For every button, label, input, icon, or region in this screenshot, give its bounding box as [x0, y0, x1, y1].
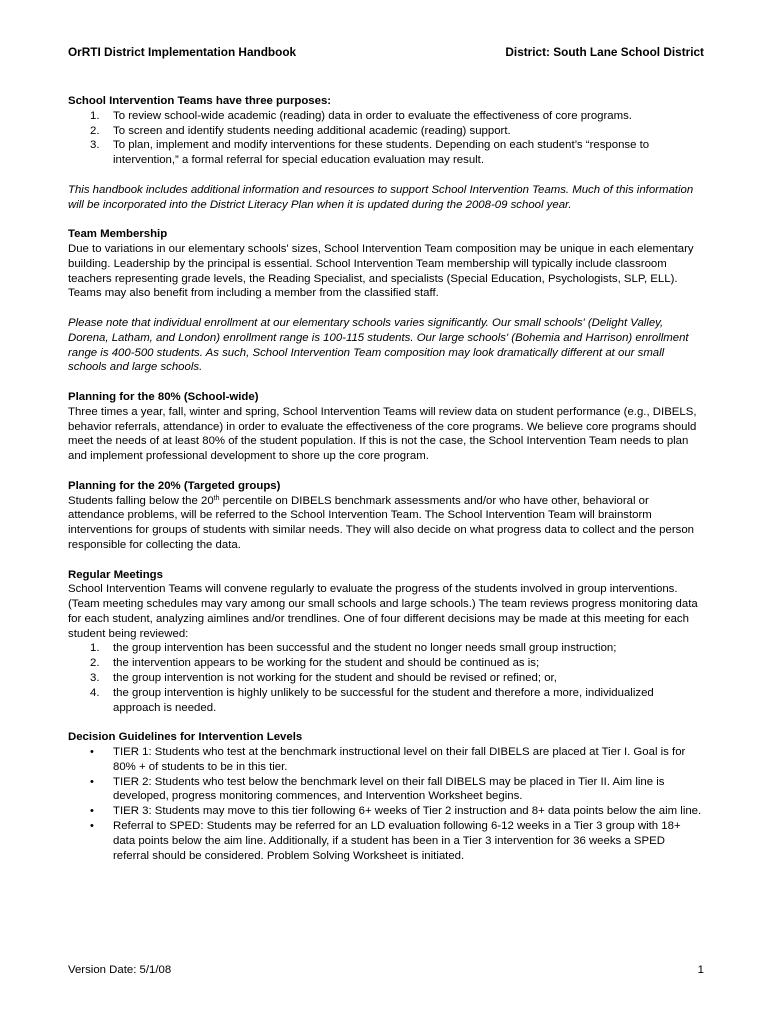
list-item: 4. the group intervention is highly unlikely to be successful for the student and therefore a more, individualized approach is needed. [90, 686, 654, 714]
planning-20-heading: Planning for the 20% (Targeted groups) [68, 479, 281, 492]
enrollment-note: Please note that individual enrollment at our elementary schools varies significantly. Our small schools' (Delight Valley, Dorena, Latham, and London) enrollment range is 100-115 students. Our large schools' (Bohemia and Harrison) enrollment range is 400-500 students. As such, School Intervention Team composition may look dramatically different at our small schools and large schools. [68, 316, 689, 374]
document-page [68, 0, 704, 1024]
team-membership-heading: Team Membership [68, 228, 168, 241]
planning-80-body: Three times a year, fall, winter and spring, School Intervention Teams will review data on student performance (e.g., DIBELS, behavior referrals, attendance) in order to evaluate the effectiveness of the core programs. We believe core programs should meet the needs of at least 80% of the student population. If this is not the case, the School Intervention Team needs to plan and implement professional development to shore up the core program. [68, 405, 697, 463]
list-item: 3. the group intervention is not working for the student and should be revised or refined; or, [90, 672, 557, 685]
bullet-icon: • [90, 746, 94, 759]
intro-note: This handbook includes additional information and resources to support School Intervention Teams. Much of this information will be incorporated into the District Literacy Plan when it is updated during the 2008-09 school year. [68, 183, 694, 211]
decision-guidelines-heading: Decision Guidelines for Intervention Levels [68, 731, 303, 744]
version-date: Version Date: 5/1/08 [68, 964, 172, 976]
list-item: • TIER 2: Students who test below the benchmark level on their fall DIBELS may be placed in Tier II. Aim line is developed, progress monitoring commences, and Intervention Worksheet begins. [90, 775, 665, 803]
header-district: District: South Lane School District [505, 45, 704, 59]
regular-meetings-heading: Regular Meetings [68, 568, 163, 581]
planning-80-heading: Planning for the 80% (School-wide) [68, 390, 259, 403]
list-item: • TIER 3: Students may move to this tier following 6+ weeks of Tier 2 instruction and 8+ data points below the aim line. [90, 805, 702, 818]
bullet-icon: • [90, 775, 94, 788]
bullet-icon: • [90, 805, 94, 818]
purposes-heading: School Intervention Teams have three purposes: [68, 95, 332, 107]
list-item: • Referral to SPED: Students may be referred for an LD evaluation following 6-12 weeks in a Tier 3 group with 18+ data points below the aim line. Additionally, if a student has been in a Tier 3 intervention for 36 weeks a SPED referral should be considered. Problem Solving Worksheet is initiated. [90, 820, 681, 862]
list-item: 2. the intervention appears to be working for the student and should be continued as is; [90, 657, 540, 670]
decisions-list [68, 641, 704, 715]
page-header [68, 45, 704, 60]
bullet-icon: • [90, 820, 94, 833]
purposes-list [68, 109, 704, 168]
list-item: 1. the group intervention has been successful and the student no longer needs small group instruction; [90, 642, 617, 655]
list-item: 3. To plan, implement and modify interventions for these students. Depending on each student’s “response to intervention,” a formal referral for special education evaluation may result. [90, 139, 650, 167]
list-item: • TIER 1: Students who test at the benchmark instructional level on their fall DIBELS are placed at Tier I. Goal is for 80% + of students to be in this tier. [90, 746, 686, 773]
list-item: 1. To review school-wide academic (reading) data in order to evaluate the effectiveness of core programs. [90, 109, 632, 122]
page-content [68, 94, 704, 863]
page-footer [68, 963, 704, 978]
list-item: 2. To screen and identify students needing additional academic (reading) support. [90, 124, 511, 137]
team-membership-body: Due to variations in our elementary schools' sizes, School Intervention Team composition may be unique in each elementary building. Leadership by the principal is essential. School Intervention Team membership will typically include classroom teachers representing grade levels, the Reading Specialist, and specialists (Special Education, Psychologists, SLP, ELL). Teams may also benefit from including a member from the classified staff. [68, 242, 694, 300]
page-number: 1 [697, 964, 704, 976]
header-title: OrRTI District Implementation Handbook [68, 45, 297, 59]
tiers-list [68, 745, 704, 863]
planning-20-body: Students falling below the 20th percentile on DIBELS benchmark assessments and/or who have other, behavioral or attendance problems, will be referred to the School Intervention Team. The School Intervention Team will brainstorm interventions for groups of students with similar needs. They will also decide on what progress data to collect and the person responsible for collecting the data. [68, 494, 694, 551]
regular-meetings-body: School Intervention Teams will convene regularly to evaluate the progress of the students involved in group interventions. (Team meeting schedules may vary among our small schools and large schools.) The team reviews progress monitoring data for each student, analyzing aimlines and/or trendlines. One of four different decisions may be made at this meeting for each student being reviewed: [68, 583, 698, 640]
